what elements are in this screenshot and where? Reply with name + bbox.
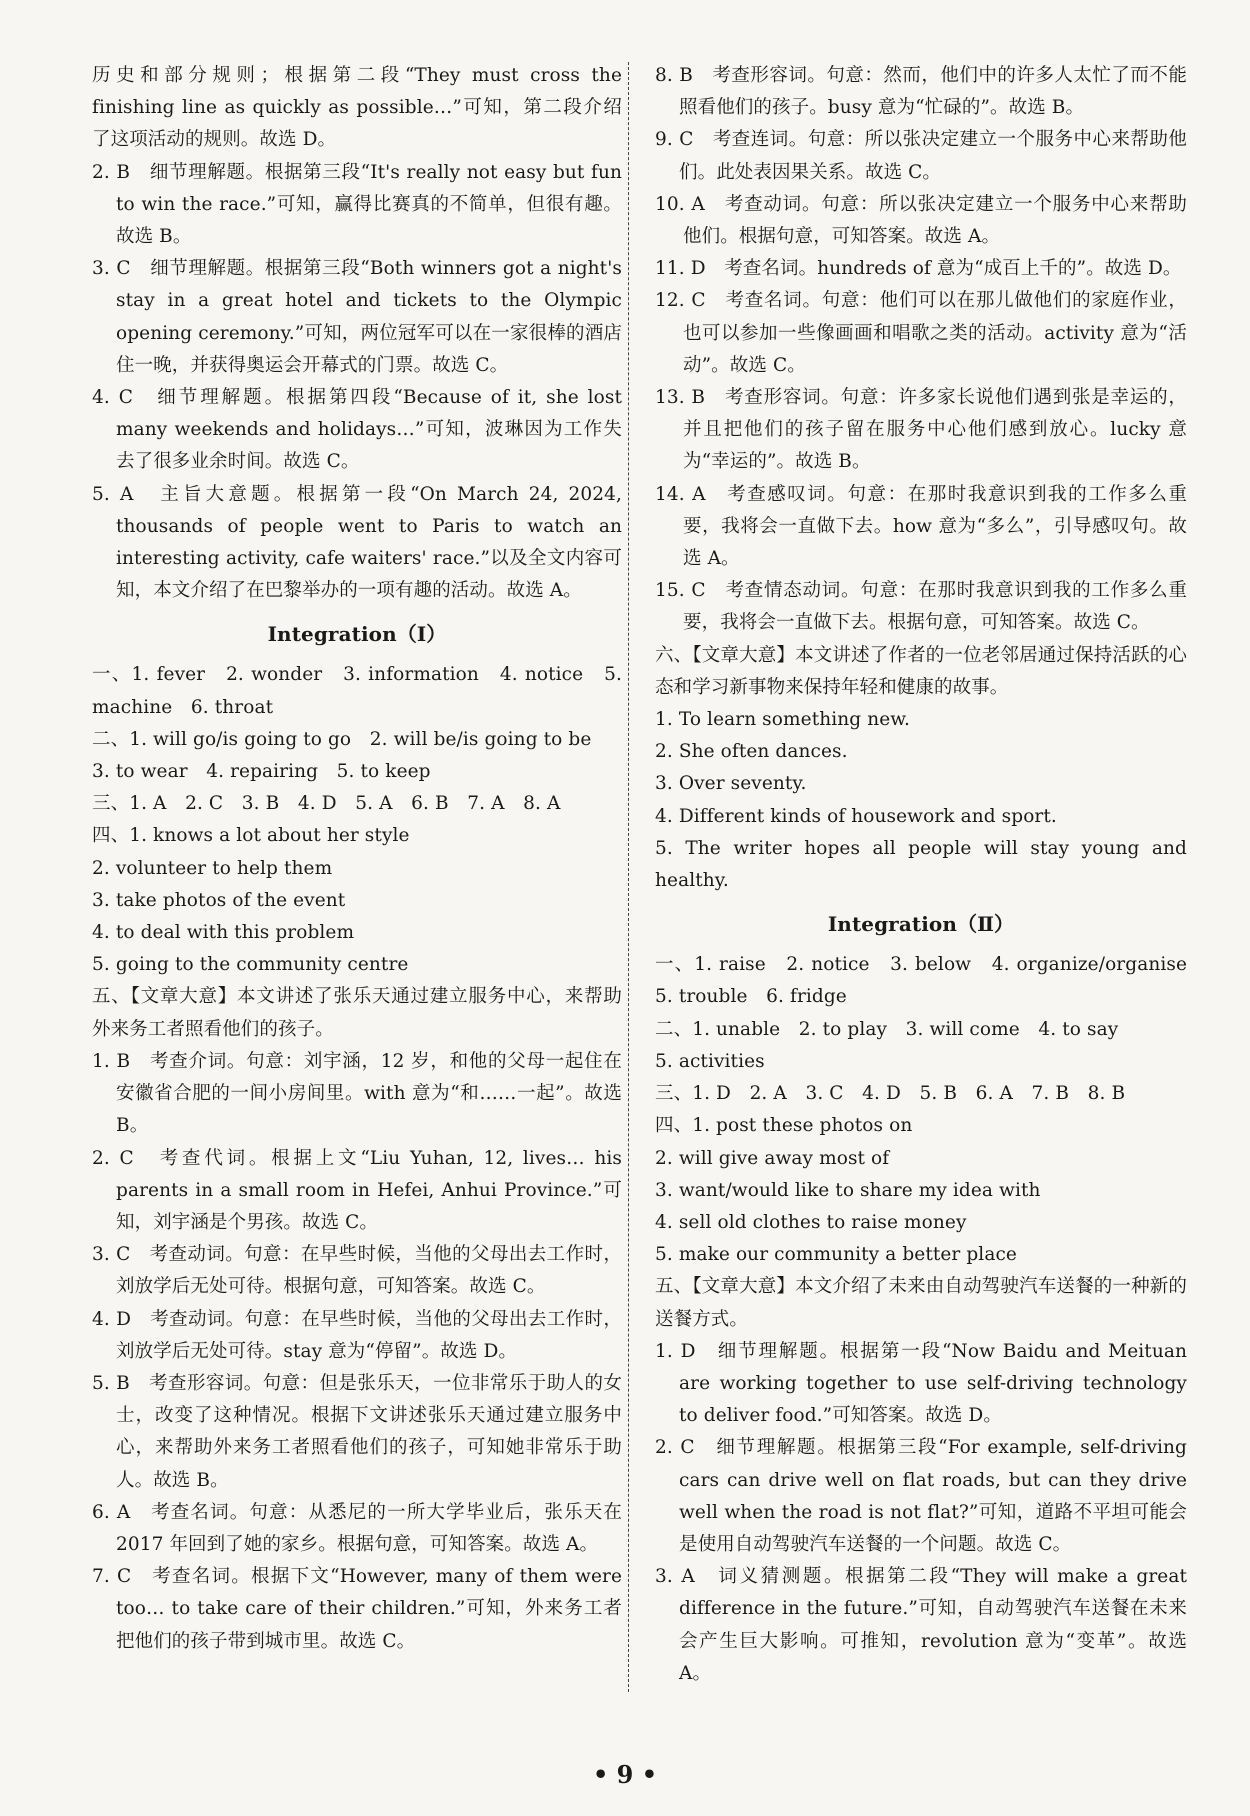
answer-paragraph: 2. will give away most of bbox=[655, 1147, 890, 1169]
answer-paragraph: 2. C 细节理解题。根据第三段“For example, self-driving cars can drive well on flat roads, but can they drive well when the road is not flat?”可知，道路不平坦可能会是使用自动驾驶汽车送餐的一个问题。故选 C。 bbox=[655, 1437, 1187, 1555]
answer-paragraph: 一、1. raise 2. notice 3. below 4. organize/organise 5. trouble 6. fridge bbox=[655, 954, 1206, 1008]
answer-paragraph: 3. A 词义猜测题。根据第二段“They will make a great difference in the future.”可知，自动驾驶汽车送餐在未来会产生巨大影响。可推知，revolution 意为“变革”。故选 A。 bbox=[655, 1566, 1187, 1684]
right-column bbox=[655, 60, 1206, 1690]
answer-paragraph: 3. want/would like to share my idea with bbox=[655, 1179, 1041, 1201]
answer-paragraph: 3. to wear 4. repairing 5. to keep bbox=[92, 761, 431, 783]
answer-paragraph: 1. To learn something new. bbox=[655, 709, 910, 731]
answer-paragraph: 11. D 考查名词。hundreds of 意为“成百上千的”。故选 D。 bbox=[655, 258, 1182, 280]
answer-paragraph: 12. C 考查名词。句意：他们可以在那儿做他们的家庭作业，也可以参加一些像画画和唱歌之类的活动。activity 意为“活动”。故选 C。 bbox=[655, 290, 1187, 376]
answer-paragraph: 六、【文章大意】本文讲述了作者的一位老邻居通过保持活跃的心态和学习新事物来保持年轻和健康的故事。 bbox=[655, 644, 1187, 698]
answer-paragraph: 5. activities bbox=[655, 1050, 765, 1072]
answer-paragraph: 5. going to the community centre bbox=[92, 954, 409, 976]
answer-paragraph: 1. B 考查介词。句意：刘宇涵，12 岁，和他的父母一起住在安徽省合肥的一间小房间里。with 意为“和……一起”。故选 B。 bbox=[92, 1050, 622, 1137]
answer-paragraph: 三、1. D 2. A 3. C 4. D 5. B 6. A 7. B 8. B bbox=[655, 1083, 1126, 1105]
answer-paragraph: 1. D 细节理解题。根据第一段“Now Baidu and Meituan are working together to use self-driving technology to deliver food.”可知答案。故选 D。 bbox=[655, 1340, 1187, 1427]
left-column bbox=[92, 60, 622, 1658]
section-title: Integration（Ⅱ） bbox=[827, 912, 1015, 937]
answer-paragraph: 2. B 细节理解题。根据第三段“It's really not easy but fun to win the race.”可知，赢得比赛真的不简单，但很有趣。故选 B。 bbox=[92, 161, 622, 248]
answer-paragraph: 历史和部分规则；根据第二段“They must cross the finishing line as quickly as possible…”可知，第二段介绍了这项活动的规则。故选 D。 bbox=[92, 65, 622, 151]
answer-paragraph: 5. B 考查形容词。句意：但是张乐天，一位非常乐于助人的女士，改变了这种情况。根据下文讲述张乐天通过建立服务中心，来帮助外来务工者照看他们的孩子，可知她非常乐于助人。故选 B。 bbox=[92, 1372, 622, 1491]
answer-paragraph: 3. take photos of the event bbox=[92, 889, 346, 911]
answer-paragraph: 6. A 考查名词。句意：从悉尼的一所大学毕业后，张乐天在 2017 年回到了她的家乡。根据句意，可知答案。故选 A。 bbox=[92, 1501, 622, 1555]
answer-paragraph: 五、【文章大意】本文介绍了未来由自动驾驶汽车送餐的一种新的送餐方式。 bbox=[655, 1276, 1187, 1330]
section-title: Integration（Ⅰ） bbox=[267, 622, 447, 647]
answer-paragraph: 8. B 考查形容词。句意：然而，他们中的许多人太忙了而不能照看他们的孩子。busy 意为“忙碌的”。故选 B。 bbox=[655, 65, 1187, 119]
page-number: • 9 • bbox=[592, 1760, 658, 1789]
answer-paragraph: 14. A 考查感叹词。句意：在那时我意识到我的工作多么重要，我将会一直做下去。how 意为“多么”，引导感叹句。故选 A。 bbox=[655, 483, 1187, 570]
answer-paragraph: 4. D 考查动词。句意：在早些时候，当他的父母出去工作时，刘放学后无处可待。stay 意为“停留”。故选 D。 bbox=[92, 1308, 622, 1362]
answer-paragraph: 3. C 考查动词。句意：在早些时候，当他的父母出去工作时，刘放学后无处可待。根据句意，可知答案。故选 C。 bbox=[92, 1244, 622, 1298]
answer-paragraph: 10. A 考查动词。句意：所以张决定建立一个服务中心来帮助他们。根据句意，可知答案。故选 A。 bbox=[655, 193, 1187, 248]
answer-paragraph: 5. make our community a better place bbox=[655, 1244, 1017, 1266]
answer-paragraph: 13. B 考查形容词。句意：许多家长说他们遇到张是幸运的，并且把他们的孩子留在服务中心他们感到放心。lucky 意为“幸运的”。故选 B。 bbox=[655, 387, 1187, 473]
answer-paragraph: 一、1. fever 2. wonder 3. information 4. notice 5. machine 6. throat bbox=[92, 664, 622, 718]
answer-paragraph: 2. C 考查代词。根据上文“Liu Yuhan, 12, lives… his parents in a small room in Hefei, Anhui Province.”可知，刘宇涵是个男孩。故选 C。 bbox=[92, 1147, 622, 1233]
answer-paragraph: 2. volunteer to help them bbox=[92, 857, 333, 879]
answer-paragraph: 4. to deal with this problem bbox=[92, 922, 355, 944]
answer-paragraph: 2. She often dances. bbox=[655, 741, 848, 763]
answer-paragraph: 5. The writer hopes all people will stay young and healthy. bbox=[655, 837, 1187, 892]
answer-paragraph: 4. C 细节理解题。根据第四段“Because of it, she lost many weekends and holidays…”可知，波琳因为工作失去了很多业余时间。故选 C。 bbox=[92, 387, 622, 473]
answer-paragraph: 9. C 考查连词。句意：所以张决定建立一个服务中心来帮助他们。此处表因果关系。故选 C。 bbox=[655, 129, 1187, 183]
answer-paragraph: 二、1. unable 2. to play 3. will come 4. to say bbox=[655, 1018, 1119, 1040]
answer-paragraph: 3. C 细节理解题。根据第三段“Both winners got a night's stay in a great hotel and tickets to the Olympic opening ceremony.”可知，两位冠军可以在一家很棒的酒店住一晚，并获得奥运会开幕式的门票。故选 C。 bbox=[92, 258, 622, 376]
answer-paragraph: 4. Different kinds of housework and sport. bbox=[655, 805, 1057, 827]
answer-paragraph: 4. sell old clothes to raise money bbox=[655, 1211, 967, 1233]
answer-paragraph: 四、1. post these photos on bbox=[655, 1115, 913, 1137]
answer-paragraph: 二、1. will go/is going to go 2. will be/is going to be bbox=[92, 728, 592, 750]
answer-paragraph: 15. C 考查情态动词。句意：在那时我意识到我的工作多么重要，我将会一直做下去。根据句意，可知答案。故选 C。 bbox=[655, 580, 1187, 634]
answer-paragraph: 3. Over seventy. bbox=[655, 773, 807, 795]
answer-paragraph: 7. C 考查名词。根据下文“However, many of them were too… to take care of their children.”可知，外来务工者把他们的孩子带到城市里。故选 C。 bbox=[92, 1566, 622, 1652]
answer-paragraph: 5. A 主旨大意题。根据第一段“On March 24, 2024, thousands of people went to Paris to watch an interesting activity, cafe waiters' race.”以及全文内容可知，本文介绍了在巴黎举办的一项有趣的活动。故选 A。 bbox=[92, 483, 622, 602]
answer-paragraph: 五、【文章大意】本文讲述了张乐天通过建立服务中心，来帮助外来务工者照看他们的孩子。 bbox=[92, 986, 622, 1040]
answer-paragraph: 三、1. A 2. C 3. B 4. D 5. A 6. B 7. A 8. A bbox=[92, 793, 561, 815]
column-divider bbox=[628, 62, 629, 1692]
answer-paragraph: 四、1. knows a lot about her style bbox=[92, 825, 410, 847]
